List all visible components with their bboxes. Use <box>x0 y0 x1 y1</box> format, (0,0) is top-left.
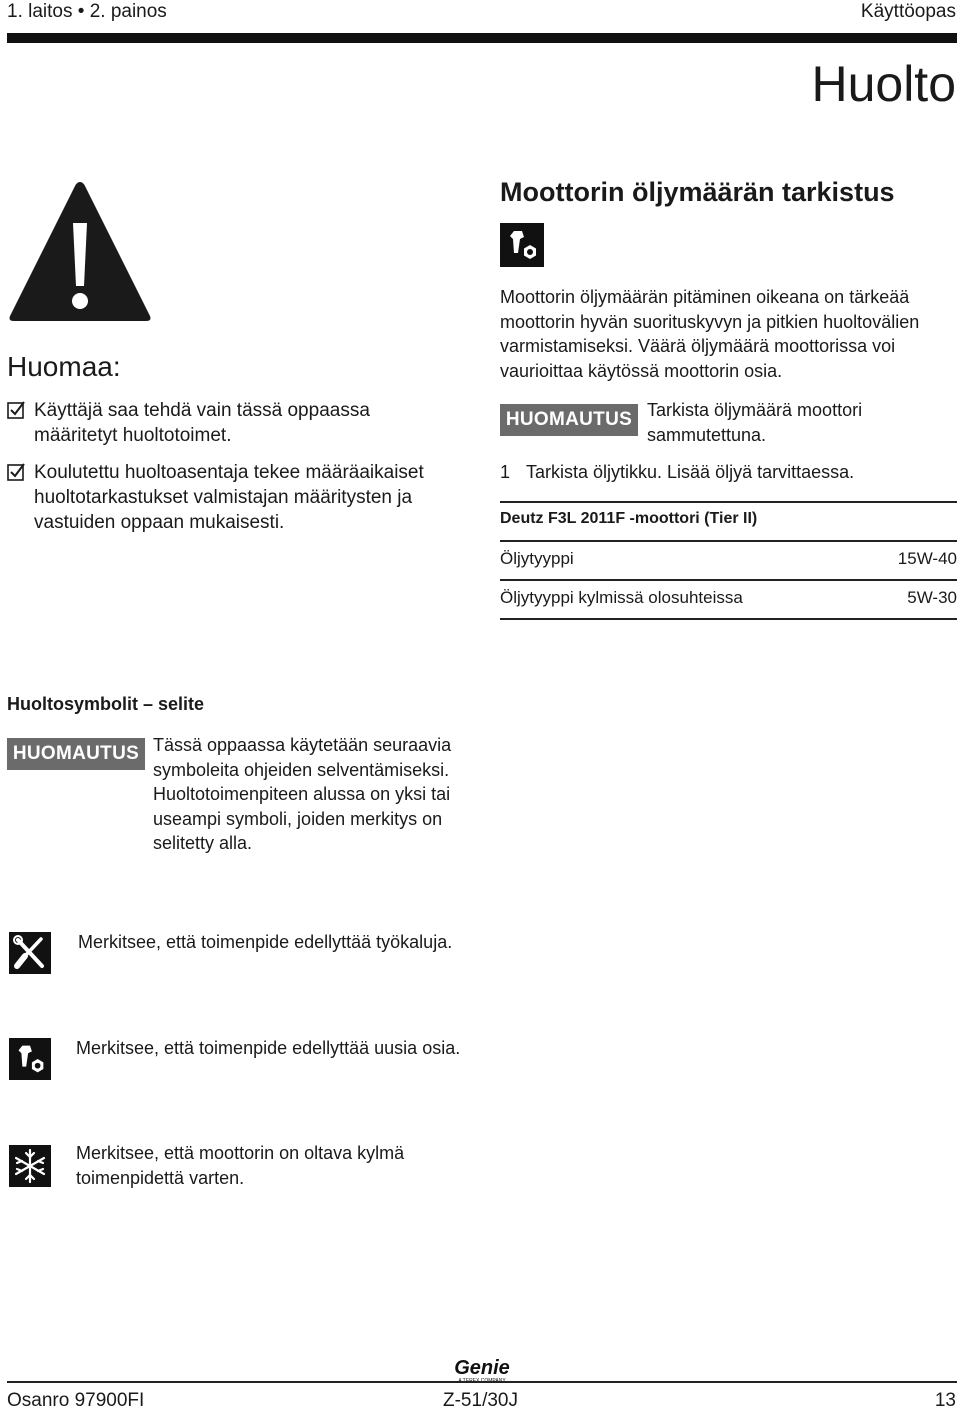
note-text: Tarkista öljymäärä moottori sammutettuna. <box>647 400 863 445</box>
footer-model: Z-51/30J <box>443 1390 518 1411</box>
footer-rule <box>7 1381 957 1383</box>
footer-part-number: Osanro 97900FI <box>7 1390 145 1411</box>
oil-table-title: Deutz F3L 2011F -moottori (Tier II) <box>500 510 758 527</box>
footer-page-number: 13 <box>934 1390 956 1411</box>
notice-item-text: Koulutettu huoltoasentaja tekee määräaikaiset huoltotarkastukset valmistajan määritysten ja vastuiden oppaan mukaisesti. <box>34 462 424 533</box>
legend-note-text: Tässä oppaassa käytetään seuraavia symboleita ohjeiden selventämiseksi. Huoltotoimenpiteen alussa on yksi tai useampi symboli, joiden merkitys on selitetty alla. <box>153 735 452 853</box>
legend-note-badge: HUOMAUTUS <box>7 738 145 770</box>
new-parts-icon <box>500 223 544 267</box>
checkbox-icon <box>7 463 25 481</box>
header-right: Käyttöopas <box>860 1 956 22</box>
new-parts-icon <box>9 1038 51 1080</box>
procedure-title: Moottorin öljymäärän tarkistus <box>500 177 895 207</box>
step-text: Tarkista öljytikku. Lisää öljyä tarvittaessa. <box>526 462 855 482</box>
procedure-step <box>500 460 854 484</box>
step-number: 1 <box>500 462 511 482</box>
oil-table-label: Öljytyyppi kylmissä olosuhteissa <box>500 588 743 607</box>
notice-item-text: Käyttäjä saa tehdä vain tässä oppaassa määritetyt huoltotoimet. <box>34 400 370 446</box>
snowflake-icon <box>9 1145 51 1187</box>
notice-item <box>7 460 457 535</box>
warning-triangle-icon <box>7 178 153 324</box>
oil-table-label: Öljytyyppi <box>500 549 574 568</box>
legend-symbol-text: Merkitsee, että moottorin on oltava kylmä toimenpidettä varten. <box>76 1143 405 1188</box>
notice-title: Huomaa: <box>7 351 121 382</box>
oil-table-value: 5W-30 <box>907 588 957 607</box>
notice-item <box>7 398 457 448</box>
header-rule <box>7 33 957 43</box>
tools-icon <box>9 932 51 974</box>
legend-symbol-text: Merkitsee, että toimenpide edellyttää työkaluja. <box>78 932 453 952</box>
legend-symbol-text: Merkitsee, että toimenpide edellyttää uusia osia. <box>76 1038 461 1058</box>
table-rule <box>500 540 957 542</box>
note-badge: HUOMAUTUS <box>500 404 638 436</box>
checkbox-icon <box>7 401 25 419</box>
procedure-intro: Moottorin öljymäärän pitäminen oikeana on tärkeää moottorin hyvän suorituskyvyn ja pitkien huoltovälien varmistamiseksi. Väärä öljymäärä moottorissa voi vaurioittaa käytössä moottorin osia. <box>500 287 920 381</box>
section-title: Huolto <box>811 56 956 112</box>
header-left: 1. laitos • 2. painos <box>7 1 167 22</box>
genie-logo <box>446 1357 518 1383</box>
table-rule <box>500 579 957 581</box>
table-rule-top <box>500 501 957 503</box>
svg-text:Genie: Genie <box>454 1357 510 1379</box>
legend-title: Huoltosymbolit – selite <box>7 694 205 714</box>
table-rule-bottom <box>500 618 957 620</box>
oil-table-value: 15W-40 <box>897 549 957 568</box>
